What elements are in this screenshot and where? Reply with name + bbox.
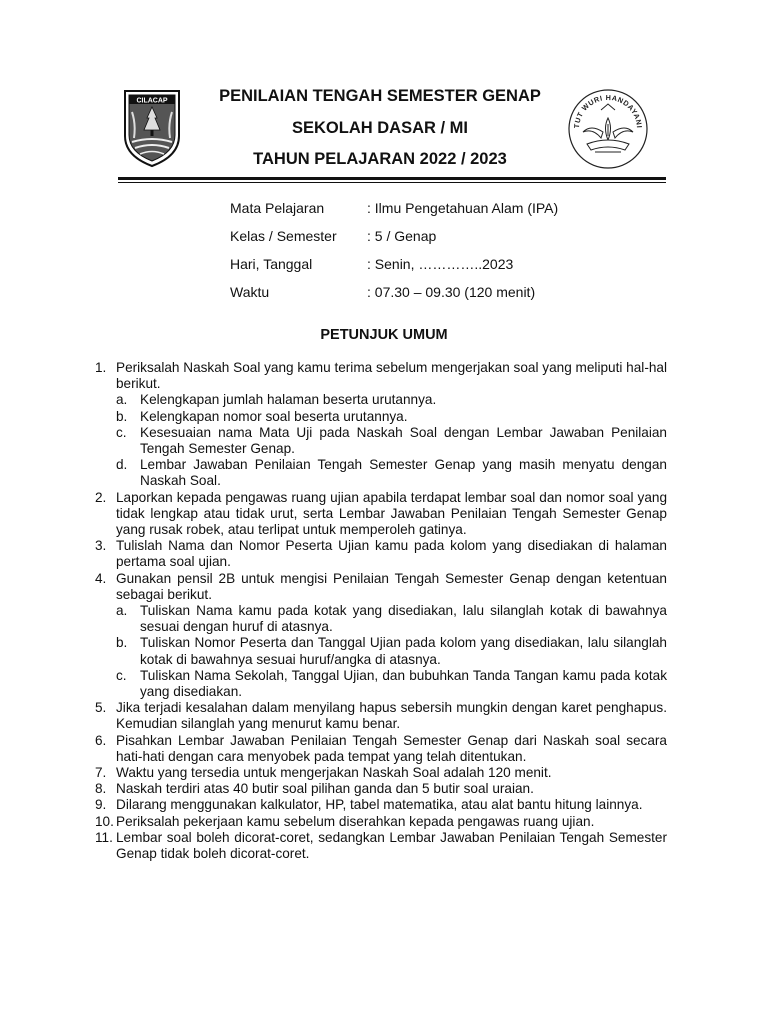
item-number: 9. bbox=[95, 797, 107, 813]
item-number: 3. bbox=[95, 538, 107, 554]
item-text: Gunakan pensil 2B untuk mengisi Penilaian Tengah Semester Genap dengan ketentuan sebagai berikut. bbox=[116, 570, 667, 602]
document-header bbox=[0, 0, 768, 182]
sub-item bbox=[116, 409, 667, 425]
info-label: Hari, Tanggal bbox=[230, 256, 313, 272]
sub-letter: b. bbox=[116, 408, 128, 424]
header-divider-thick bbox=[118, 177, 666, 180]
instruction-item bbox=[95, 360, 667, 490]
instruction-item bbox=[95, 765, 667, 781]
school-level-title: SEKOLAH DASAR / MI bbox=[291, 119, 468, 137]
tut-wuri-handayani-logo-icon bbox=[567, 88, 649, 170]
instruction-list bbox=[95, 360, 667, 862]
instruction-item bbox=[95, 781, 667, 797]
academic-year-title: TAHUN PELAJARAN 2022 / 2023 bbox=[253, 150, 507, 168]
item-number: 7. bbox=[95, 765, 107, 781]
item-text: Laporkan kepada pengawas ruang ujian apabila terdapat lembar soal dan nomor soal yang tidak lengkap atau tidak urut, serta Lembar Jawaban Penilaian Tengah Semester Genap yang rusak robek, atau terlipat untuk memperoleh gatinya. bbox=[116, 489, 667, 538]
sub-text: Tuliskan Nama kamu pada kotak yang disediakan, lalu silanglah kotak di bawahnya sesuai dengan huruf di atasnya. bbox=[140, 603, 667, 635]
sub-item bbox=[116, 668, 667, 700]
instruction-item bbox=[95, 733, 667, 765]
sub-letter: d. bbox=[116, 457, 128, 473]
sub-text: Lembar Jawaban Penilaian Tengah Semester Genap yang masih menyatu dengan Naskah Soal. bbox=[140, 457, 667, 489]
instruction-item bbox=[95, 797, 667, 813]
instruction-item bbox=[95, 830, 667, 862]
item-number: 1. bbox=[95, 360, 107, 375]
item-text: Pisahkan Lembar Jawaban Penilaian Tengah Semester Genap dari Naskah soal secara hati-hati dengan cara menyobek pada tempat yang telah ditentukan. bbox=[116, 732, 667, 764]
sub-item bbox=[116, 392, 667, 408]
svg-text:CILACAP: CILACAP bbox=[136, 97, 168, 105]
sub-text: Kelengkapan nomor soal beserta urutannya. bbox=[140, 408, 408, 424]
sub-letter: a. bbox=[116, 392, 128, 408]
item-text: Periksalah Naskah Soal yang kamu terima sebelum mengerjakan soal yang meliputi hal-hal berikut. bbox=[116, 360, 667, 392]
sub-text: Tuliskan Nomor Peserta dan Tanggal Ujian pada kolom yang disediakan, lalu silanglah kotak di bawahnya sesuai huruf/angka di atasnya. bbox=[140, 635, 667, 667]
item-number: 6. bbox=[95, 732, 107, 748]
sub-letter: a. bbox=[116, 603, 128, 619]
sub-item bbox=[116, 457, 667, 489]
info-label: Mata Pelajaran bbox=[230, 200, 325, 216]
item-number: 4. bbox=[95, 570, 107, 586]
info-label: Waktu bbox=[230, 284, 270, 300]
info-value: : Ilmu Pengetahuan Alam (IPA) bbox=[367, 200, 559, 216]
item-text: Tulislah Nama dan Nomor Peserta Ujian kamu pada kolom yang disediakan di halaman pertama soal ujian. bbox=[116, 538, 667, 570]
section-title: PETUNJUK UMUM bbox=[320, 327, 448, 343]
sub-letter: c. bbox=[116, 667, 127, 683]
sub-text: Tuliskan Nama Sekolah, Tanggal Ujian, dan bubuhkan Tanda Tangan kamu pada kotak yang disediakan. bbox=[140, 667, 667, 700]
item-number: 2. bbox=[95, 489, 107, 505]
item-number: 8. bbox=[95, 781, 107, 797]
sub-text: Kelengkapan jumlah halaman beserta urutannya. bbox=[140, 392, 437, 408]
sub-letter: b. bbox=[116, 635, 128, 651]
item-text: Lembar soal boleh dicorat-coret, sedangkan Lembar Jawaban Penilaian Tengah Semester Genap tidak boleh dicorat-coret. bbox=[116, 829, 667, 862]
item-text: Waktu yang tersedia untuk mengerjakan Naskah Soal adalah 120 menit. bbox=[116, 765, 552, 781]
info-value: : 07.30 – 09.30 (120 menit) bbox=[367, 284, 536, 300]
item-number: 10. bbox=[95, 813, 114, 829]
instruction-item bbox=[95, 700, 667, 732]
item-number: 5. bbox=[95, 700, 107, 716]
item-number: 11. bbox=[95, 829, 113, 845]
info-value: : Senin, …………..2023 bbox=[367, 256, 514, 272]
item-text: Jika terjadi kesalahan dalam menyilang hapus sebersih mungkin dengan karet penghapus. Kemudian silanglah yang menurut kamu benar. bbox=[116, 700, 667, 732]
instruction-item bbox=[95, 814, 667, 830]
header-divider-thin bbox=[118, 182, 666, 183]
sub-item bbox=[116, 635, 667, 667]
sub-letter: c. bbox=[116, 424, 127, 440]
exam-title: PENILAIAN TENGAH SEMESTER GENAP bbox=[219, 87, 541, 105]
instruction-item bbox=[95, 538, 667, 570]
instruction-item bbox=[95, 571, 667, 701]
info-value: : 5 / Genap bbox=[367, 228, 437, 244]
sub-item bbox=[116, 425, 667, 457]
item-text: Dilarang menggunakan kalkulator, HP, tabel matematika, atau alat bantu hitung lainnya. bbox=[116, 797, 643, 813]
item-text: Naskah terdiri atas 40 butir soal pilihan ganda dan 5 butir soal uraian. bbox=[116, 781, 534, 797]
item-text: Periksalah pekerjaan kamu sebelum diserahkan kepada pengawas ruang ujian. bbox=[116, 813, 595, 829]
instruction-item bbox=[95, 490, 667, 539]
info-label: Kelas / Semester bbox=[230, 228, 337, 244]
svg-text:TUT WURI HANDAYANI: TUT WURI HANDAYANI bbox=[571, 92, 645, 129]
cilacap-emblem-icon bbox=[122, 88, 182, 168]
sub-item bbox=[116, 603, 667, 635]
sub-text: Kesesuaian nama Mata Uji pada Naskah Soal dengan Lembar Jawaban Penilaian Tengah Semester Genap. bbox=[140, 424, 667, 457]
